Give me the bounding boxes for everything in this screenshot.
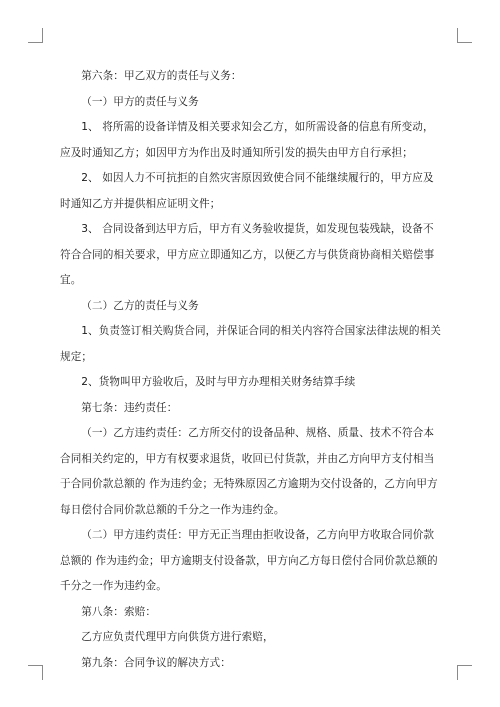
article-6-heading: 第六条：甲乙双方的责任与义务： <box>81 70 242 82</box>
crop-mark-bottom-right <box>457 665 472 680</box>
article-9-heading: 第九条：合同争议的解决方式： <box>81 656 231 669</box>
article-8-heading: 第八条：索赔： <box>81 605 157 618</box>
document-body <box>60 64 444 676</box>
crop-mark-top-right <box>457 28 472 43</box>
party-a-clause-1: 1、 将所需的设备详情及相关要求知会乙方，如所需设备的信息有所变动，应及时通知乙方；如因甲方为作出及时通知所引发的损失由甲方自行承担； <box>60 121 434 159</box>
party-b-clause-2: 2、货物叫甲方验收后，及时与甲方办理相关财务结算手续 <box>81 376 356 388</box>
party-b-breach-clause: （一）乙方违约责任：乙方所交付的设备品种、规格、质量、技术不符合本合同相关约定的，甲方有权要求退货，收回已付货款，并由乙方向甲方支付相当于合同价款总额的 作为违约金；无特殊原因乙方逾期为交付设备的，乙方向甲方每日偿付合同价款总额的千分之一作为违约金。 <box>60 427 438 516</box>
section-party-b-heading: （二）乙方的责任与义务 <box>81 299 199 312</box>
party-a-breach-clause: （二）甲方违约责任：甲方无正当理由拒收设备，乙方向甲方收取合同价款总额的 作为违约金；甲方逾期支付设备款，甲方向乙方每日偿付合同价款总额的千分之一作为违约金。 <box>60 529 438 592</box>
claims-clause: 乙方应负责代理甲方向供货方进行索赔， <box>81 631 274 643</box>
party-b-clause-1: 1、负责签订相关购货合同，并保证合同的相关内容符合国家法律法规的相关规定； <box>60 325 441 363</box>
crop-mark-top-left <box>28 28 43 43</box>
section-party-a-heading: （一）甲方的责任与义务 <box>81 95 199 108</box>
party-a-clause-3: 3、 合同设备到达甲方后，甲方有义务验收提货，如发现包装残缺，设备不符合合同的相关要求，甲方应立即通知乙方，以便乙方与供货商协商相关赔偿事宜。 <box>60 223 435 286</box>
crop-mark-bottom-left <box>28 665 43 680</box>
party-a-clause-2: 2、 如因人力不可抗拒的自然灾害原因致使合同不能继续履行的，甲方应及时通知乙方并提供相应证明文件； <box>60 172 434 210</box>
article-7-heading: 第七条：违约责任： <box>81 401 178 414</box>
